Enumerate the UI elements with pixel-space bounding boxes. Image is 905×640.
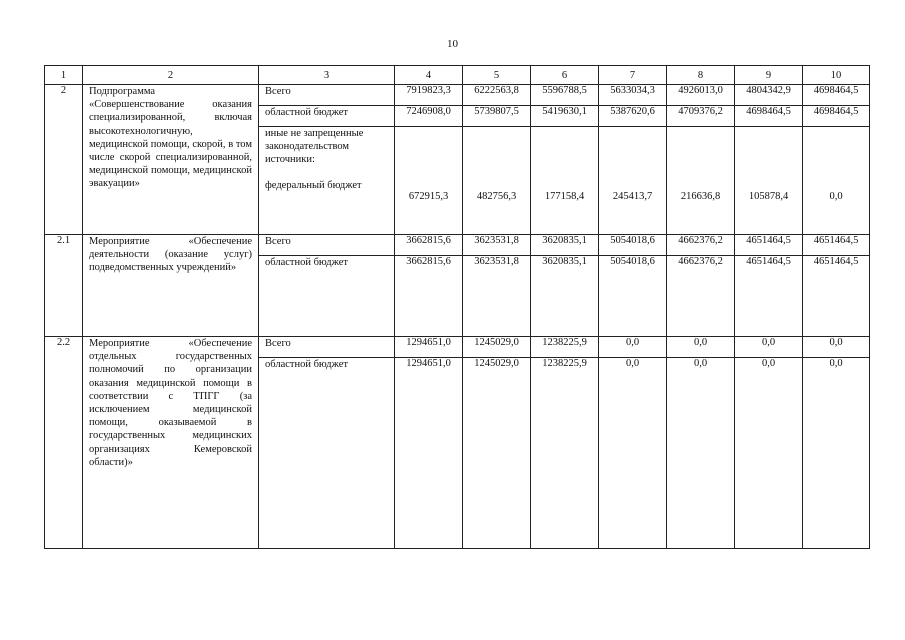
value-cell: 5387620,6 (599, 106, 667, 127)
value-cell: 3623531,8 (463, 256, 531, 337)
value-cell: 216636,8 (667, 127, 735, 235)
value-cell: 0,0 (667, 337, 735, 358)
table-row (45, 85, 870, 106)
row-title: Подпрограмма «Совершенствование оказания специализированной, включая высокотехнологичную, медицинской помощи, скорой, в том числе скорой специализированной, медицинской помощи, медицинской эвакуации» (83, 85, 259, 235)
value-cell: 177158,4 (531, 127, 599, 235)
table-row (45, 337, 870, 358)
header-cell: 10 (803, 66, 870, 85)
funding-source: Всего (259, 85, 395, 106)
value-cell: 1294651,0 (395, 337, 463, 358)
source-note: иные не запрещенные законодательством источники: (265, 128, 364, 166)
value-cell: 0,0 (803, 358, 870, 549)
value-cell: 1294651,0 (395, 358, 463, 549)
header-cell: 4 (395, 66, 463, 85)
value-cell: 4651464,5 (735, 235, 803, 256)
header-row (45, 66, 870, 85)
value-cell: 5419630,1 (531, 106, 599, 127)
funding-source: областной бюджет (259, 358, 395, 549)
funding-source (259, 127, 395, 235)
budget-table (44, 65, 870, 549)
value-cell: 3623531,8 (463, 235, 531, 256)
value-cell: 4698464,5 (735, 106, 803, 127)
value-cell: 245413,7 (599, 127, 667, 235)
value-cell: 3662815,6 (395, 235, 463, 256)
value-cell: 4698464,5 (803, 85, 870, 106)
row-title: Мероприятие «Обеспечение отдельных государственных полномочий по организации оказания медицинской помощи в соответствии с ТПГГ (за исключением медицинской помощи, оказываемой в государственных медицинских организациях Кемеровской области)» (83, 337, 259, 549)
value-cell: 0,0 (599, 337, 667, 358)
value-cell: 1245029,0 (463, 337, 531, 358)
header-cell: 6 (531, 66, 599, 85)
value-cell: 3620835,1 (531, 235, 599, 256)
value-cell: 7246908,0 (395, 106, 463, 127)
value-cell: 1238225,9 (531, 358, 599, 549)
value-cell: 4651464,5 (735, 256, 803, 337)
value-cell: 5739807,5 (463, 106, 531, 127)
value-cell: 6222563,8 (463, 85, 531, 106)
value-cell: 1238225,9 (531, 337, 599, 358)
value-cell: 4926013,0 (667, 85, 735, 106)
value-cell: 482756,3 (463, 127, 531, 235)
value-cell: 3620835,1 (531, 256, 599, 337)
funding-source: Всего (259, 337, 395, 358)
value-cell: 5054018,6 (599, 256, 667, 337)
row-title: Мероприятие «Обеспечение деятельности (оказание услуг) подведомственных учреждений» (83, 235, 259, 337)
value-cell: 4662376,2 (667, 256, 735, 337)
value-cell: 0,0 (735, 337, 803, 358)
table-row (45, 235, 870, 256)
funding-source: областной бюджет (259, 256, 395, 337)
value-cell: 5596788,5 (531, 85, 599, 106)
value-cell: 0,0 (803, 337, 870, 358)
header-cell: 7 (599, 66, 667, 85)
value-cell: 4804342,9 (735, 85, 803, 106)
header-cell: 2 (83, 66, 259, 85)
value-cell: 105878,4 (735, 127, 803, 235)
value-cell: 0,0 (667, 358, 735, 549)
funding-source: Всего (259, 235, 395, 256)
header-cell: 9 (735, 66, 803, 85)
value-cell: 5054018,6 (599, 235, 667, 256)
row-number: 2.2 (45, 337, 83, 549)
source-name: федеральный бюджет (265, 179, 362, 191)
value-cell: 5633034,3 (599, 85, 667, 106)
header-cell: 5 (463, 66, 531, 85)
value-cell: 4651464,5 (803, 235, 870, 256)
page-number: 10 (447, 38, 458, 50)
value-cell: 3662815,6 (395, 256, 463, 337)
value-cell: 0,0 (735, 358, 803, 549)
value-cell: 4709376,2 (667, 106, 735, 127)
value-cell: 4662376,2 (667, 235, 735, 256)
value-cell: 1245029,0 (463, 358, 531, 549)
row-number: 2 (45, 85, 83, 235)
funding-source: областной бюджет (259, 106, 395, 127)
value-cell: 672915,3 (395, 127, 463, 235)
header-cell: 1 (45, 66, 83, 85)
header-cell: 8 (667, 66, 735, 85)
value-cell: 0,0 (599, 358, 667, 549)
value-cell: 4651464,5 (803, 256, 870, 337)
value-cell: 4698464,5 (803, 106, 870, 127)
row-number: 2.1 (45, 235, 83, 337)
value-cell: 0,0 (803, 127, 870, 235)
value-cell: 7919823,3 (395, 85, 463, 106)
header-cell: 3 (259, 66, 395, 85)
